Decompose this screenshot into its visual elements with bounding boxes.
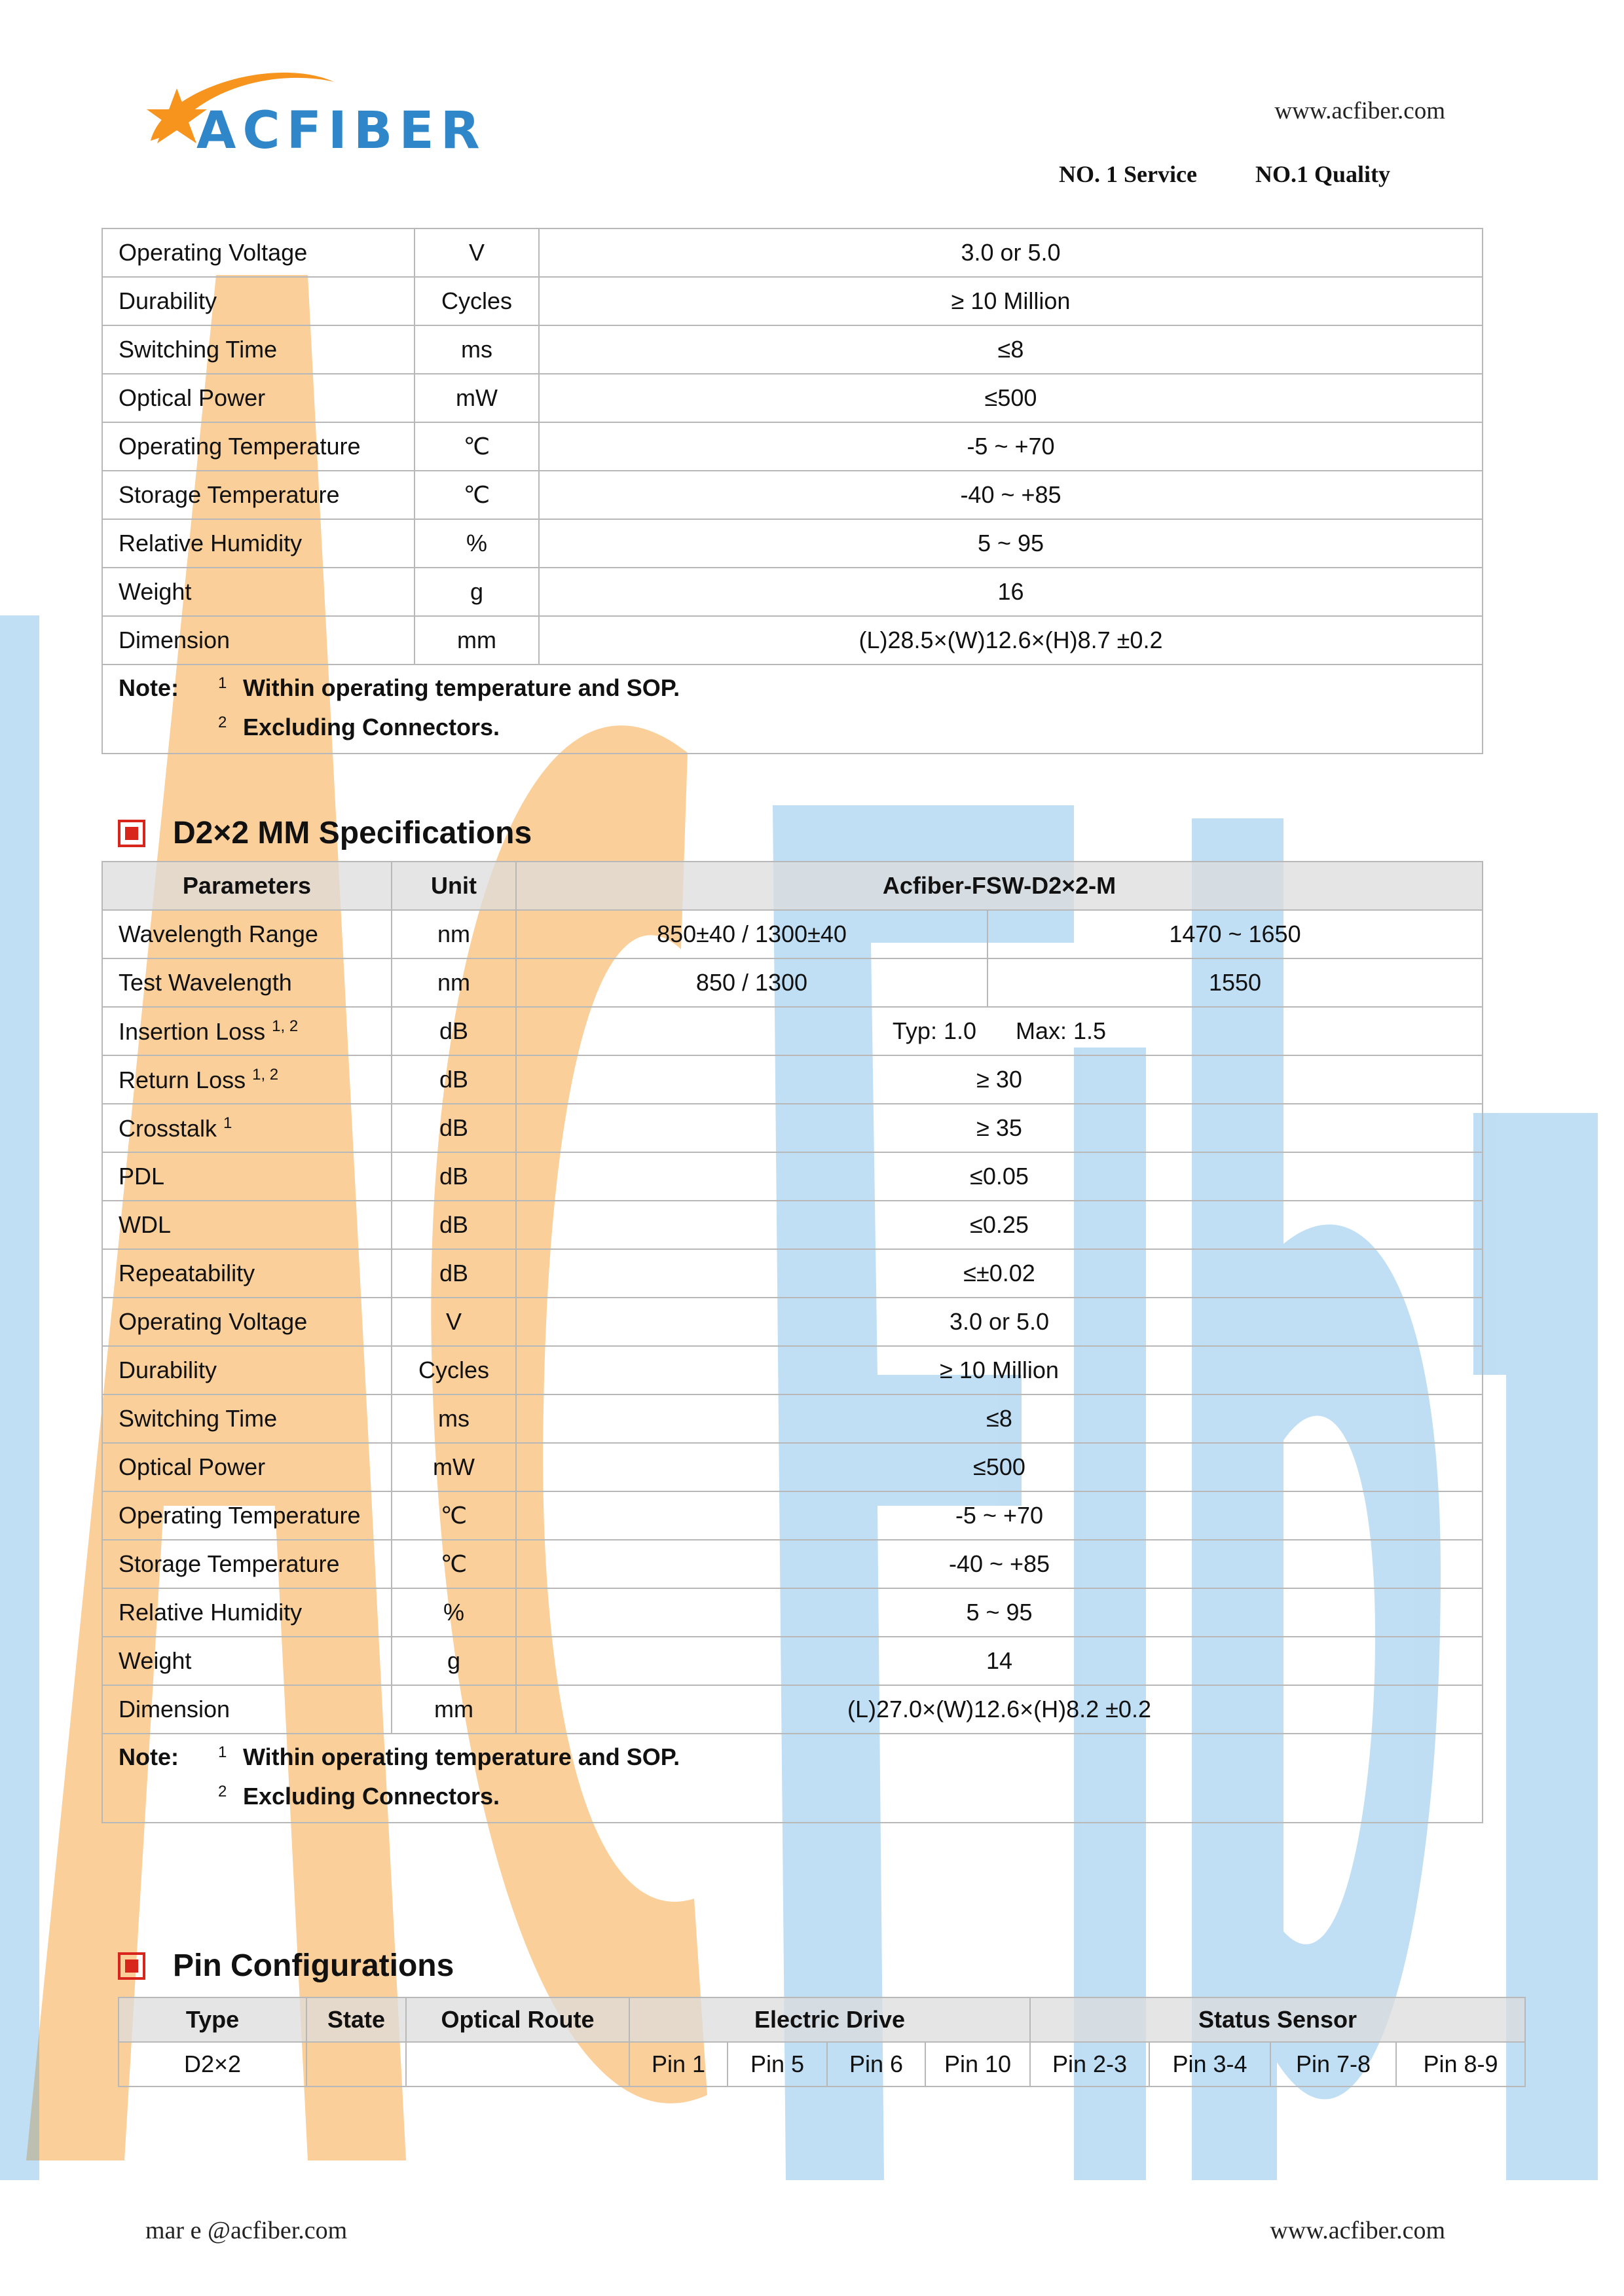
value-cell: ≤±0.02: [516, 1249, 1483, 1298]
param-label: Operating Voltage: [119, 239, 308, 266]
pin-cell: Pin 8-9: [1396, 2042, 1525, 2086]
section-title-text: Pin Configurations: [173, 1948, 454, 1983]
value-cell: ≥ 10 Million: [516, 1346, 1483, 1394]
pin-cell: Pin 1: [629, 2042, 728, 2086]
param-label: WDL: [119, 1211, 171, 1238]
spec-table-d2x2: [101, 861, 1483, 1823]
value-cell: (L)27.0×(W)12.6×(H)8.2 ±0.2: [516, 1685, 1483, 1734]
param-cell: [102, 1104, 392, 1152]
table-row: [102, 1298, 1483, 1346]
table-row: [102, 1201, 1483, 1249]
note-line: [119, 714, 1466, 753]
pin-cell: Pin 10: [925, 2042, 1030, 2086]
param-cell: [102, 1007, 392, 1055]
value-cell: 14: [516, 1637, 1483, 1685]
table-row: [102, 616, 1483, 665]
param-cell: [102, 1540, 392, 1588]
section-square-icon: [118, 820, 145, 847]
table-row: [102, 910, 1483, 958]
unit-cell: dB: [392, 1152, 516, 1201]
unit-cell: ms: [392, 1394, 516, 1443]
param-label: Weight: [119, 1647, 192, 1674]
section-title-pin-config: [118, 1948, 454, 1984]
unit-cell: V: [415, 228, 539, 277]
table-row: [102, 568, 1483, 616]
param-label: Relative Humidity: [119, 1599, 303, 1626]
param-cell: [102, 1491, 392, 1540]
param-cell: [102, 1298, 392, 1346]
pin-cell: Pin 7-8: [1270, 2042, 1396, 2086]
note-text: Within operating temperature and SOP.: [243, 674, 680, 701]
unit-cell: ℃: [415, 422, 539, 471]
param-cell: [102, 1346, 392, 1394]
value-cell: 1550: [987, 958, 1483, 1007]
unit-cell: %: [415, 519, 539, 568]
unit-cell: mm: [415, 616, 539, 665]
param-label: Durability: [119, 1357, 217, 1383]
table-row: [102, 1007, 1483, 1055]
unit-cell: ℃: [392, 1540, 516, 1588]
note-line: [119, 1783, 1466, 1822]
note-text: Excluding Connectors.: [243, 1783, 500, 1810]
unit-cell: mW: [392, 1443, 516, 1491]
unit-cell: %: [392, 1588, 516, 1637]
value-cell: (L)28.5×(W)12.6×(H)8.7 ±0.2: [539, 616, 1483, 665]
param-cell: [102, 1249, 392, 1298]
param-label: Operating Temperature: [119, 433, 361, 460]
header-type: Type: [119, 1997, 306, 2042]
table-row: [102, 519, 1483, 568]
value-cell: 850 / 1300: [516, 958, 987, 1007]
section-title-d2x2: [118, 815, 532, 851]
value-cell: Typ: 1.0 Max: 1.5: [516, 1007, 1483, 1055]
tagline-service: NO. 1 Service: [1059, 161, 1197, 187]
table-row: [102, 471, 1483, 519]
param-label: Insertion Loss: [119, 1017, 266, 1045]
table-row: [102, 374, 1483, 422]
param-label: PDL: [119, 1163, 165, 1190]
param-cell: [102, 1637, 392, 1685]
header-status-sensor: Status Sensor: [1030, 1997, 1525, 2042]
value-cell: ≥ 35: [516, 1104, 1483, 1152]
unit-cell: g: [415, 568, 539, 616]
section-square-icon: [118, 1952, 145, 1980]
unit-cell: dB: [392, 1104, 516, 1152]
note-line: [119, 674, 1466, 714]
table-row: [102, 1104, 1483, 1152]
acfiber-logo: [144, 62, 485, 167]
note-cell: [102, 1734, 1483, 1823]
table-row: [102, 1346, 1483, 1394]
param-label: Repeatability: [119, 1260, 255, 1286]
table-row: [102, 228, 1483, 277]
table-row: [102, 958, 1483, 1007]
note-label: Note:: [119, 674, 179, 701]
param-label: Crosstalk: [119, 1114, 217, 1142]
unit-cell: dB: [392, 1007, 516, 1055]
table-row: [102, 1055, 1483, 1104]
param-label: Storage Temperature: [119, 1550, 340, 1577]
pin-cell: Pin 6: [827, 2042, 925, 2086]
unit-cell: mm: [392, 1685, 516, 1734]
value-cell: 3.0 or 5.0: [516, 1298, 1483, 1346]
param-label: Return Loss: [119, 1066, 246, 1093]
param-cell: [102, 1394, 392, 1443]
header-state: State: [306, 1997, 406, 2042]
param-cell: [102, 1152, 392, 1201]
unit-cell: ℃: [392, 1491, 516, 1540]
unit-cell: Cycles: [415, 277, 539, 325]
value-cell: ≥ 30: [516, 1055, 1483, 1104]
table-row: [102, 1249, 1483, 1298]
unit-cell: dB: [392, 1201, 516, 1249]
value-cell: -5 ~ +70: [539, 422, 1483, 471]
table-row: [102, 1540, 1483, 1588]
table-row: [102, 422, 1483, 471]
note-number: 1: [218, 1743, 227, 1761]
param-label: Operating Temperature: [119, 1502, 361, 1529]
header-electric-drive: Electric Drive: [629, 1997, 1030, 2042]
note-row: [102, 665, 1483, 754]
unit-cell: mW: [415, 374, 539, 422]
value-cell: 5 ~ 95: [539, 519, 1483, 568]
note-number: 2: [218, 1783, 227, 1800]
note-text: Excluding Connectors.: [243, 714, 500, 740]
header-parameters: Parameters: [102, 862, 392, 910]
value-cell: 1470 ~ 1650: [987, 910, 1483, 958]
pin-config-table: [118, 1997, 1526, 2087]
pin-header-row: [119, 1997, 1525, 2042]
footnote-ref: 1, 2: [272, 1017, 299, 1035]
pin-row: [119, 2042, 1525, 2086]
table-row: [102, 1491, 1483, 1540]
note-text: Within operating temperature and SOP.: [243, 1743, 680, 1770]
param-label: Switching Time: [119, 336, 278, 363]
param-cell: [102, 228, 415, 277]
param-cell: [102, 1201, 392, 1249]
table-row: [102, 1685, 1483, 1734]
note-cell: [102, 665, 1483, 754]
param-label: Switching Time: [119, 1405, 278, 1432]
section-title-text: D2×2 MM Specifications: [173, 816, 532, 850]
param-label: Optical Power: [119, 384, 266, 411]
header-optical-route: Optical Route: [406, 1997, 629, 2042]
pin-cell: Pin 5: [728, 2042, 827, 2086]
value-cell: 3.0 or 5.0: [539, 228, 1483, 277]
value-cell: 5 ~ 95: [516, 1588, 1483, 1637]
param-label: Dimension: [119, 1696, 231, 1722]
header-website[interactable]: www.acfiber.com: [1274, 98, 1445, 124]
unit-cell: nm: [392, 910, 516, 958]
param-cell: Test Wavelength: [102, 958, 392, 1007]
param-label: Operating Voltage: [119, 1308, 308, 1335]
param-label: Storage Temperature: [119, 481, 340, 508]
value-cell: -5 ~ +70: [516, 1491, 1483, 1540]
spec-table-continued: [101, 228, 1483, 754]
header-unit: Unit: [392, 862, 516, 910]
state-cell: [306, 2042, 406, 2086]
param-label: Durability: [119, 287, 217, 314]
param-cell: [102, 471, 415, 519]
param-cell: [102, 374, 415, 422]
table-row: [102, 277, 1483, 325]
param-cell: [102, 325, 415, 374]
footnote-ref: 1: [223, 1114, 232, 1132]
value-cell: ≤0.05: [516, 1152, 1483, 1201]
param-cell: [102, 519, 415, 568]
table-row: [102, 1588, 1483, 1637]
footer-email[interactable]: mar e @acfiber.com: [145, 2217, 348, 2244]
note-line: [119, 1743, 1466, 1783]
pin-cell: Pin 2-3: [1030, 2042, 1149, 2086]
unit-cell: g: [392, 1637, 516, 1685]
param-cell: [102, 1588, 392, 1637]
value-cell: 850±40 / 1300±40: [516, 910, 987, 958]
table-row: [102, 325, 1483, 374]
param-cell: [102, 616, 415, 665]
table-row: [102, 1152, 1483, 1201]
param-cell: Wavelength Range: [102, 910, 392, 958]
param-cell: [102, 1685, 392, 1734]
param-cell: [102, 1055, 392, 1104]
param-cell: [102, 277, 415, 325]
note-number: 2: [218, 714, 227, 731]
note-row: [102, 1734, 1483, 1823]
param-label: Optical Power: [119, 1453, 266, 1480]
footer-website[interactable]: www.acfiber.com: [1270, 2217, 1445, 2244]
tagline-quality: NO.1 Quality: [1255, 161, 1391, 187]
unit-cell: ms: [415, 325, 539, 374]
pin-cell: Pin 3-4: [1149, 2042, 1270, 2086]
param-label: Relative Humidity: [119, 530, 303, 556]
value-cell: -40 ~ +85: [516, 1540, 1483, 1588]
route-cell: [406, 2042, 629, 2086]
table-row: [102, 1443, 1483, 1491]
unit-cell: dB: [392, 1249, 516, 1298]
unit-cell: ℃: [415, 471, 539, 519]
type-cell: D2×2: [119, 2042, 306, 2086]
param-label: Weight: [119, 578, 192, 605]
unit-cell: V: [392, 1298, 516, 1346]
value-cell: ≤0.25: [516, 1201, 1483, 1249]
value-cell: ≥ 10 Million: [539, 277, 1483, 325]
param-label: Dimension: [119, 627, 231, 653]
param-cell: [102, 422, 415, 471]
header-model: Acfiber-FSW-D2×2-M: [516, 862, 1483, 910]
unit-cell: nm: [392, 958, 516, 1007]
value-cell: ≤500: [539, 374, 1483, 422]
value-cell: ≤8: [516, 1394, 1483, 1443]
value-cell: ≤500: [516, 1443, 1483, 1491]
value-cell: -40 ~ +85: [539, 471, 1483, 519]
logo-text: ACFIBER: [196, 101, 487, 160]
unit-cell: dB: [392, 1055, 516, 1104]
param-cell: [102, 1443, 392, 1491]
note-label: Note:: [119, 1743, 179, 1770]
table-header-row: [102, 862, 1483, 910]
unit-cell: Cycles: [392, 1346, 516, 1394]
value-cell: 16: [539, 568, 1483, 616]
param-cell: [102, 568, 415, 616]
table-row: [102, 1637, 1483, 1685]
footnote-ref: 1, 2: [252, 1065, 279, 1084]
note-number: 1: [218, 674, 227, 692]
table-row: [102, 1394, 1483, 1443]
value-cell: ≤8: [539, 325, 1483, 374]
